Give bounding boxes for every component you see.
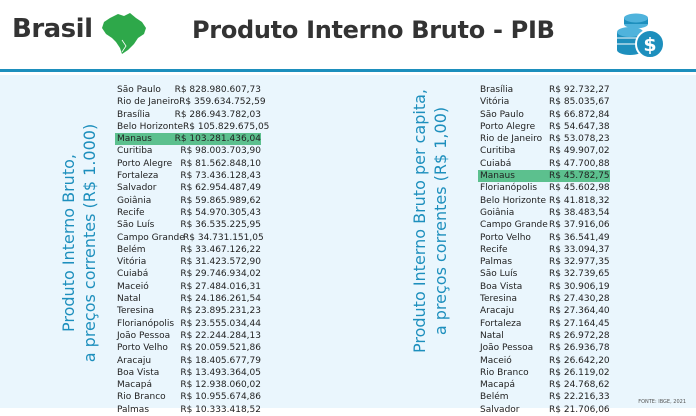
pib-value: R$ 32.977,35 bbox=[549, 257, 610, 268]
city-name: Natal bbox=[117, 294, 141, 305]
table-row bbox=[115, 342, 261, 354]
table-row bbox=[478, 158, 610, 170]
table-row bbox=[115, 158, 261, 170]
table-row bbox=[115, 268, 261, 280]
city-name: Fortaleza bbox=[117, 171, 159, 182]
pib-value: R$ 36.535.225,95 bbox=[180, 220, 261, 231]
city-name: Florianópolis bbox=[117, 318, 175, 329]
pib-total-table bbox=[115, 84, 270, 416]
table-row bbox=[478, 268, 610, 280]
pib-value: R$ 22.244.284,13 bbox=[180, 330, 261, 341]
pib-value: R$ 98.003.703,90 bbox=[180, 146, 261, 157]
city-name: Maceió bbox=[480, 355, 512, 366]
pib-value: R$ 105.829.675,05 bbox=[183, 121, 270, 132]
table-row bbox=[115, 244, 261, 256]
pib-total-label-line2: a preços correntes (R$ 1.000) bbox=[80, 123, 99, 363]
pib-value: R$ 31.423.572,90 bbox=[180, 257, 261, 268]
table-row bbox=[478, 281, 610, 293]
pib-value: R$ 359.634.752,59 bbox=[179, 97, 266, 108]
city-name: Porto Alegre bbox=[480, 121, 536, 132]
pib-value: R$ 38.483,54 bbox=[549, 207, 610, 218]
city-name: Rio Branco bbox=[480, 367, 529, 378]
pib-value: R$ 81.562.848,10 bbox=[180, 158, 261, 169]
pib-value: R$ 33.467.126,22 bbox=[180, 244, 261, 255]
city-name: São Paulo bbox=[117, 85, 161, 95]
table-row bbox=[115, 318, 261, 330]
table-row bbox=[478, 133, 610, 145]
brazil-map-icon bbox=[100, 10, 148, 56]
city-name: Palmas bbox=[117, 404, 150, 415]
table-row bbox=[478, 305, 610, 317]
table-row bbox=[478, 256, 610, 268]
pib-total-axis-label bbox=[58, 108, 102, 378]
city-name: Goiânia bbox=[480, 207, 515, 218]
table-row bbox=[478, 207, 610, 219]
city-name: Cuiabá bbox=[117, 269, 149, 280]
city-name: Rio de Janeiro bbox=[480, 134, 543, 145]
city-name: Rio Branco bbox=[117, 392, 166, 403]
city-name: Fortaleza bbox=[480, 318, 522, 329]
city-name: Manaus bbox=[480, 171, 515, 182]
pib-value: R$ 59.865.989,62 bbox=[180, 195, 261, 206]
city-name: Porto Velho bbox=[480, 232, 531, 243]
city-name: Campo Grande bbox=[117, 232, 185, 243]
city-name: Salvador bbox=[117, 183, 157, 194]
table-row bbox=[478, 182, 610, 194]
city-name: Boa Vista bbox=[117, 367, 160, 378]
table-row bbox=[115, 84, 261, 96]
source-note: FONTE: IBGE, 2021 bbox=[638, 399, 686, 405]
table-row bbox=[478, 355, 610, 367]
pib-per-capita-label-line2: a preços correntes (R$ 1,00) bbox=[431, 106, 450, 336]
table-row bbox=[115, 355, 261, 367]
city-name: Recife bbox=[480, 244, 508, 255]
city-name: Teresina bbox=[480, 294, 517, 305]
header bbox=[0, 0, 696, 72]
table-row bbox=[115, 305, 261, 317]
pib-value: R$ 54.970.305,43 bbox=[180, 207, 261, 218]
pib-value: R$ 33.094,37 bbox=[549, 244, 610, 255]
city-name: Belo Horizonte bbox=[117, 121, 184, 132]
pib-value: R$ 53.078,23 bbox=[549, 134, 610, 145]
table-row bbox=[115, 379, 261, 391]
pib-value: R$ 828.980.607,73 bbox=[174, 85, 261, 95]
pib-value: R$ 10.955.674,86 bbox=[180, 392, 261, 403]
table-row bbox=[115, 256, 261, 268]
pib-per-capita-axis-label bbox=[409, 86, 453, 356]
table-row bbox=[478, 96, 610, 108]
city-name: Macapá bbox=[117, 380, 152, 391]
city-name: Vitória bbox=[480, 97, 510, 108]
city-name: Belém bbox=[117, 244, 146, 255]
pib-value: R$ 36.541,49 bbox=[549, 232, 610, 243]
brand-title: Brasil bbox=[12, 14, 93, 44]
table-row-highlighted bbox=[115, 133, 261, 145]
pib-value: R$ 103.281.436,04 bbox=[174, 134, 261, 145]
city-name: Salvador bbox=[480, 404, 520, 415]
pib-value: R$ 49.907,02 bbox=[549, 146, 610, 157]
city-name: Maceió bbox=[117, 281, 149, 292]
pib-value: R$ 85.035,67 bbox=[549, 97, 610, 108]
table-row bbox=[478, 195, 610, 207]
pib-value: R$ 54.647,38 bbox=[549, 121, 610, 132]
table-row bbox=[478, 121, 610, 133]
table-row bbox=[115, 195, 261, 207]
city-name: Brasília bbox=[480, 85, 514, 95]
table-row bbox=[478, 244, 610, 256]
pib-value: R$ 12.938.060,02 bbox=[180, 380, 261, 391]
table-row bbox=[115, 96, 266, 108]
city-name: Rio de Janeiro bbox=[117, 97, 180, 108]
city-name: Curitiba bbox=[480, 146, 516, 157]
pib-per-capita-table bbox=[478, 84, 610, 416]
city-name: Aracaju bbox=[480, 306, 515, 317]
pib-value: R$ 37.916,06 bbox=[549, 220, 610, 231]
table-row-highlighted bbox=[478, 170, 610, 182]
pib-value: R$ 66.872,84 bbox=[549, 109, 610, 120]
pib-value: R$ 26.642,20 bbox=[549, 355, 610, 366]
pib-value: R$ 23.555.034,44 bbox=[180, 318, 261, 329]
pib-value: R$ 26.119,02 bbox=[549, 367, 610, 378]
city-name: Manaus bbox=[117, 134, 152, 145]
pib-value: R$ 62.954.487,49 bbox=[180, 183, 261, 194]
table-row bbox=[115, 232, 264, 244]
table-row bbox=[478, 391, 610, 403]
city-name: Curitiba bbox=[117, 146, 153, 157]
pib-value: R$ 29.746.934,02 bbox=[180, 269, 261, 280]
pib-per-capita-label-line1: Produto Interno Bruto per capita, bbox=[410, 89, 429, 353]
table-row bbox=[478, 109, 610, 121]
pib-value: R$ 18.405.677,79 bbox=[180, 355, 261, 366]
city-name: Palmas bbox=[480, 257, 513, 268]
city-name: Belo Horizonte bbox=[480, 195, 547, 206]
table-row bbox=[115, 281, 261, 293]
city-name: Macapá bbox=[480, 380, 515, 391]
table-row bbox=[115, 219, 261, 231]
table-row bbox=[115, 182, 261, 194]
pib-value: R$ 24.768,62 bbox=[549, 380, 610, 391]
table-row bbox=[115, 293, 261, 305]
city-name: Teresina bbox=[117, 306, 154, 317]
table-row bbox=[115, 145, 261, 157]
table-row bbox=[115, 170, 261, 182]
pib-value: R$ 30.906,19 bbox=[549, 281, 610, 292]
pib-value: R$ 45.782,75 bbox=[549, 171, 610, 182]
city-name: São Luís bbox=[480, 269, 518, 280]
city-name: Cuiabá bbox=[480, 158, 512, 169]
city-name: Goiânia bbox=[117, 195, 152, 206]
city-name: Boa Vista bbox=[480, 281, 523, 292]
table-row bbox=[115, 391, 261, 403]
table-row bbox=[115, 330, 261, 342]
table-row bbox=[478, 219, 610, 231]
page-title: Produto Interno Bruto - PIB bbox=[192, 16, 555, 44]
pib-value: R$ 41.818,32 bbox=[549, 195, 610, 206]
svg-text:$: $ bbox=[643, 34, 657, 56]
pib-value: R$ 34.731.151,05 bbox=[183, 232, 264, 243]
pib-value: R$ 47.700,88 bbox=[549, 158, 610, 169]
city-name: Belém bbox=[480, 392, 509, 403]
dollar-coins-icon bbox=[614, 10, 666, 62]
pib-value: R$ 26.936,78 bbox=[549, 343, 610, 354]
city-name: João Pessoa bbox=[480, 343, 534, 354]
table-row bbox=[478, 293, 610, 305]
pib-value: R$ 286.943.782,03 bbox=[174, 109, 261, 120]
pib-value: R$ 23.895.231,23 bbox=[180, 306, 261, 317]
pib-value: R$ 10.333.418,52 bbox=[180, 404, 261, 415]
table-row bbox=[115, 121, 270, 133]
city-name: São Paulo bbox=[480, 109, 524, 120]
table-row bbox=[115, 404, 261, 416]
city-name: Florianópolis bbox=[480, 183, 538, 194]
city-name: Brasília bbox=[117, 109, 151, 120]
pib-total-label-line1: Produto Interno Bruto, bbox=[59, 154, 78, 332]
pib-value: R$ 20.059.521,86 bbox=[180, 343, 261, 354]
city-name: Campo Grande bbox=[480, 220, 548, 231]
pib-value: R$ 32.739,65 bbox=[549, 269, 610, 280]
pib-value: R$ 73.436.128,43 bbox=[180, 171, 261, 182]
city-name: Natal bbox=[480, 330, 504, 341]
pib-value: R$ 26.972,28 bbox=[549, 330, 610, 341]
pib-value: R$ 13.493.364,05 bbox=[180, 367, 261, 378]
pib-value: R$ 45.602,98 bbox=[549, 183, 610, 194]
city-name: São Luís bbox=[117, 220, 155, 231]
table-row bbox=[115, 207, 261, 219]
table-row bbox=[478, 232, 610, 244]
table-row bbox=[478, 145, 610, 157]
table-row bbox=[115, 109, 261, 121]
pib-value: R$ 27.430,28 bbox=[549, 294, 610, 305]
city-name: João Pessoa bbox=[117, 330, 171, 341]
table-row bbox=[478, 84, 610, 96]
city-name: Porto Velho bbox=[117, 343, 168, 354]
pib-value: R$ 27.364,40 bbox=[549, 306, 610, 317]
pib-value: R$ 22.216,33 bbox=[549, 392, 610, 403]
pib-value: R$ 27.164,45 bbox=[549, 318, 610, 329]
table-row bbox=[115, 367, 261, 379]
city-name: Recife bbox=[117, 207, 145, 218]
pib-value: R$ 24.186.261,54 bbox=[180, 294, 261, 305]
table-row bbox=[478, 342, 610, 354]
table-row bbox=[478, 367, 610, 379]
pib-value: R$ 27.484.016,31 bbox=[180, 281, 261, 292]
city-name: Vitória bbox=[117, 257, 147, 268]
pib-value: R$ 21.706,06 bbox=[549, 404, 610, 415]
table-row bbox=[478, 330, 610, 342]
table-row bbox=[478, 318, 610, 330]
table-row bbox=[478, 404, 610, 416]
city-name: Aracaju bbox=[117, 355, 152, 366]
city-name: Porto Alegre bbox=[117, 158, 173, 169]
pib-value: R$ 92.732,27 bbox=[549, 85, 610, 95]
table-row bbox=[478, 379, 610, 391]
